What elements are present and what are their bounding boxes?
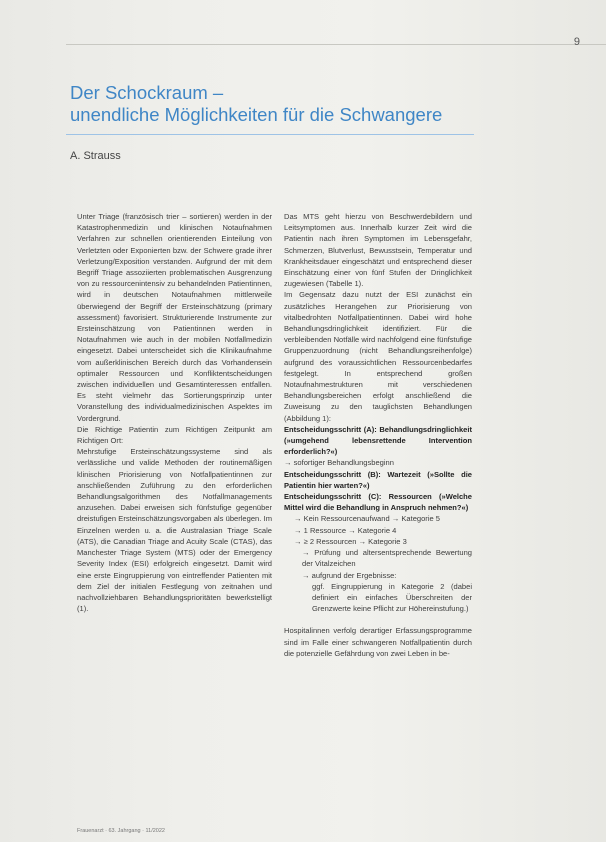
title-rule xyxy=(66,134,474,135)
left-column xyxy=(77,211,272,614)
step-b xyxy=(284,469,472,491)
title-line-2: unendliche Möglichkeiten für die Schwangere xyxy=(70,104,443,125)
author: A. Strauss xyxy=(70,150,121,162)
right-paragraph-2: Im Gegensatz dazu nutzt der ESI zunächst ein zusätzliches Herangehen zur Priorisierung von vitalbedrohten Notfallpatientinnen. Dabei wird hohe Behandlungsdringlichkeit identifiziert. Für die verbleibenden Notfälle wird nachfolgend eine fünfstufige Gruppenzuordnung (nicht Behandlungsreihenfolge) aufgrund des voraussichtlichen Ressourcenbedarfes festgelegt. In entsprechend großen Notaufnahmestrukturen mit verschiedenen Behandlungsbereichen erfolgt anschließend die Zuweisung zu den tauglichsten Behandlungen (Abbildung 1): xyxy=(284,290,472,423)
footer: Frauenarzt · 63. Jahrgang · 11/2022 xyxy=(77,828,165,834)
right-paragraph-3: Hospitalinnen verfolg derartiger Erfassungsprogramme sind im Falle einer schwangeren Notfallpatientin durch die potenzielle Gefährdung von zwei Leben in be- xyxy=(284,626,472,658)
title-line-1: Der Schockraum – xyxy=(70,82,224,103)
left-paragraph-2: Die Richtige Patientin zum Richtigen Zeitpunkt am Richtigen Ort: xyxy=(77,424,272,446)
step-a-result: → sofortiger Behandlungsbeginn xyxy=(284,458,394,468)
step-a-text: Entscheidungsschritt (A): Behandlungsdringlichkeit (»umgehend lebensrettende Intervention erforderlich?«) xyxy=(284,424,472,457)
left-paragraph-1: Unter Triage (französisch trier – sortieren) werden in der Katastrophenmedizin und klinischen Notaufnahmen Verfahren zur schnellen orientierenden Einteilung von Verletzten oder Exponierten bzw. der Schwere grade ihrer Verletzung/Exposition verstanden. Aufgrund der mit dem Begriff Triage assoziierten problematischen Ausgrenzung von zu ressourcenintensiv zu behandelnden Patientinnen, wird in deutschen Notaufnahmen mittlerweile überwiegend der Begriff der Ersteinschätzung (primary assessment) favorisiert. Strukturierende Instrumente zur Ersteinschätzung von Patientinnen werden in Notaufnahmen wie auch in der mobilen Notfallmedizin eingesetzt. Dabei unterscheidet sich die Klinikaufnahme vom außerklinischen Bereich durch das Vorhandensein optimaler Ressourcen und Konfliktentscheidungen zwischen individuellen und Gesamtinteressen entfallen. Es steht vielmehr das Sortierungsprinzip unter Voranstellung des individualmedizinischen Aspektes im Vordergrund. xyxy=(77,212,272,423)
article-title xyxy=(70,82,550,126)
header-rule xyxy=(66,44,606,45)
step-c-item-3c: ggf. Eingruppierung in Kategorie 2 (dabei definiert ein einfaches Überschreiten der Grenzwerte keine Pflicht zur Höhereinstufung.) xyxy=(312,581,472,614)
right-paragraph-1: Das MTS geht hierzu von Beschwerdebildern und Leitsymptomen aus. Innerhalb kurzer Zeit wird die Patientin nach ihren Symptomen im Lebensgefahr, Schmerzen, Blutverlust, Bewusstsein, Temperatur und Krankheitsdauer eingeschätzt und entsprechend dieser Einschätzung einer von fünf Stufen der Dringlichkeit zugewiesen (Tabelle 1). xyxy=(284,212,472,289)
spacer xyxy=(284,614,472,625)
step-c-text: Entscheidungsschritt (C): Ressourcen (»Welche Mittel wird die Behandlung in Anspruch nehmen?«) xyxy=(284,492,472,513)
left-paragraph-3: Mehrstufige Ersteinschätzungssysteme sind als verlässliche und valide Methoden der routinemäßigen klinischen Priorisierung von Notfallpatientinnen zur anschließenden Zuführung zu den erforderlichen Behandlungsalgorithmen des Notfallmanagements anzusehen. Dabei erweisen sich fünfstufige gegenüber dreistufigen Ersteinschätzungsvorgaben als überlegen. Im Einzelnen werden u. a. die Australasian Triage Scale (ATS), die Canadian Triage and Acuity Scale (CTAS), das Manchester Triage System (MTS) oder der Emergency Severity Index (ESI) erfolgreich eingesetzt. Damit wird eine erste Eingruppierung von eintreffender Patienten mit dem Ziel der initialen Festlegung von zeitnahen und nachvollziehbaren Behandlungsprioritäten bewerkstelligt (1). xyxy=(77,447,272,614)
step-c-item-3a: → Prüfung und altersentsprechende Bewertung der Vitalzeichen xyxy=(302,548,472,569)
right-column xyxy=(284,211,472,659)
step-b-text: Entscheidungsschritt (B): Wartezeit (»Sollte die Patientin hier warten?«) xyxy=(284,469,472,490)
step-c-item-2: → 1 Ressource → Kategorie 4 xyxy=(294,525,397,535)
step-c-item-3b: → aufgrund der Ergebnisse: xyxy=(302,570,397,580)
step-c-item-3: → ≥ 2 Ressourcen → Kategorie 3 xyxy=(294,536,407,546)
step-c-item-1: → Kein Ressourcenaufwand → Kategorie 5 xyxy=(294,514,440,524)
step-c xyxy=(284,491,472,513)
page-number: 9 xyxy=(573,36,580,48)
step-a xyxy=(284,424,472,458)
